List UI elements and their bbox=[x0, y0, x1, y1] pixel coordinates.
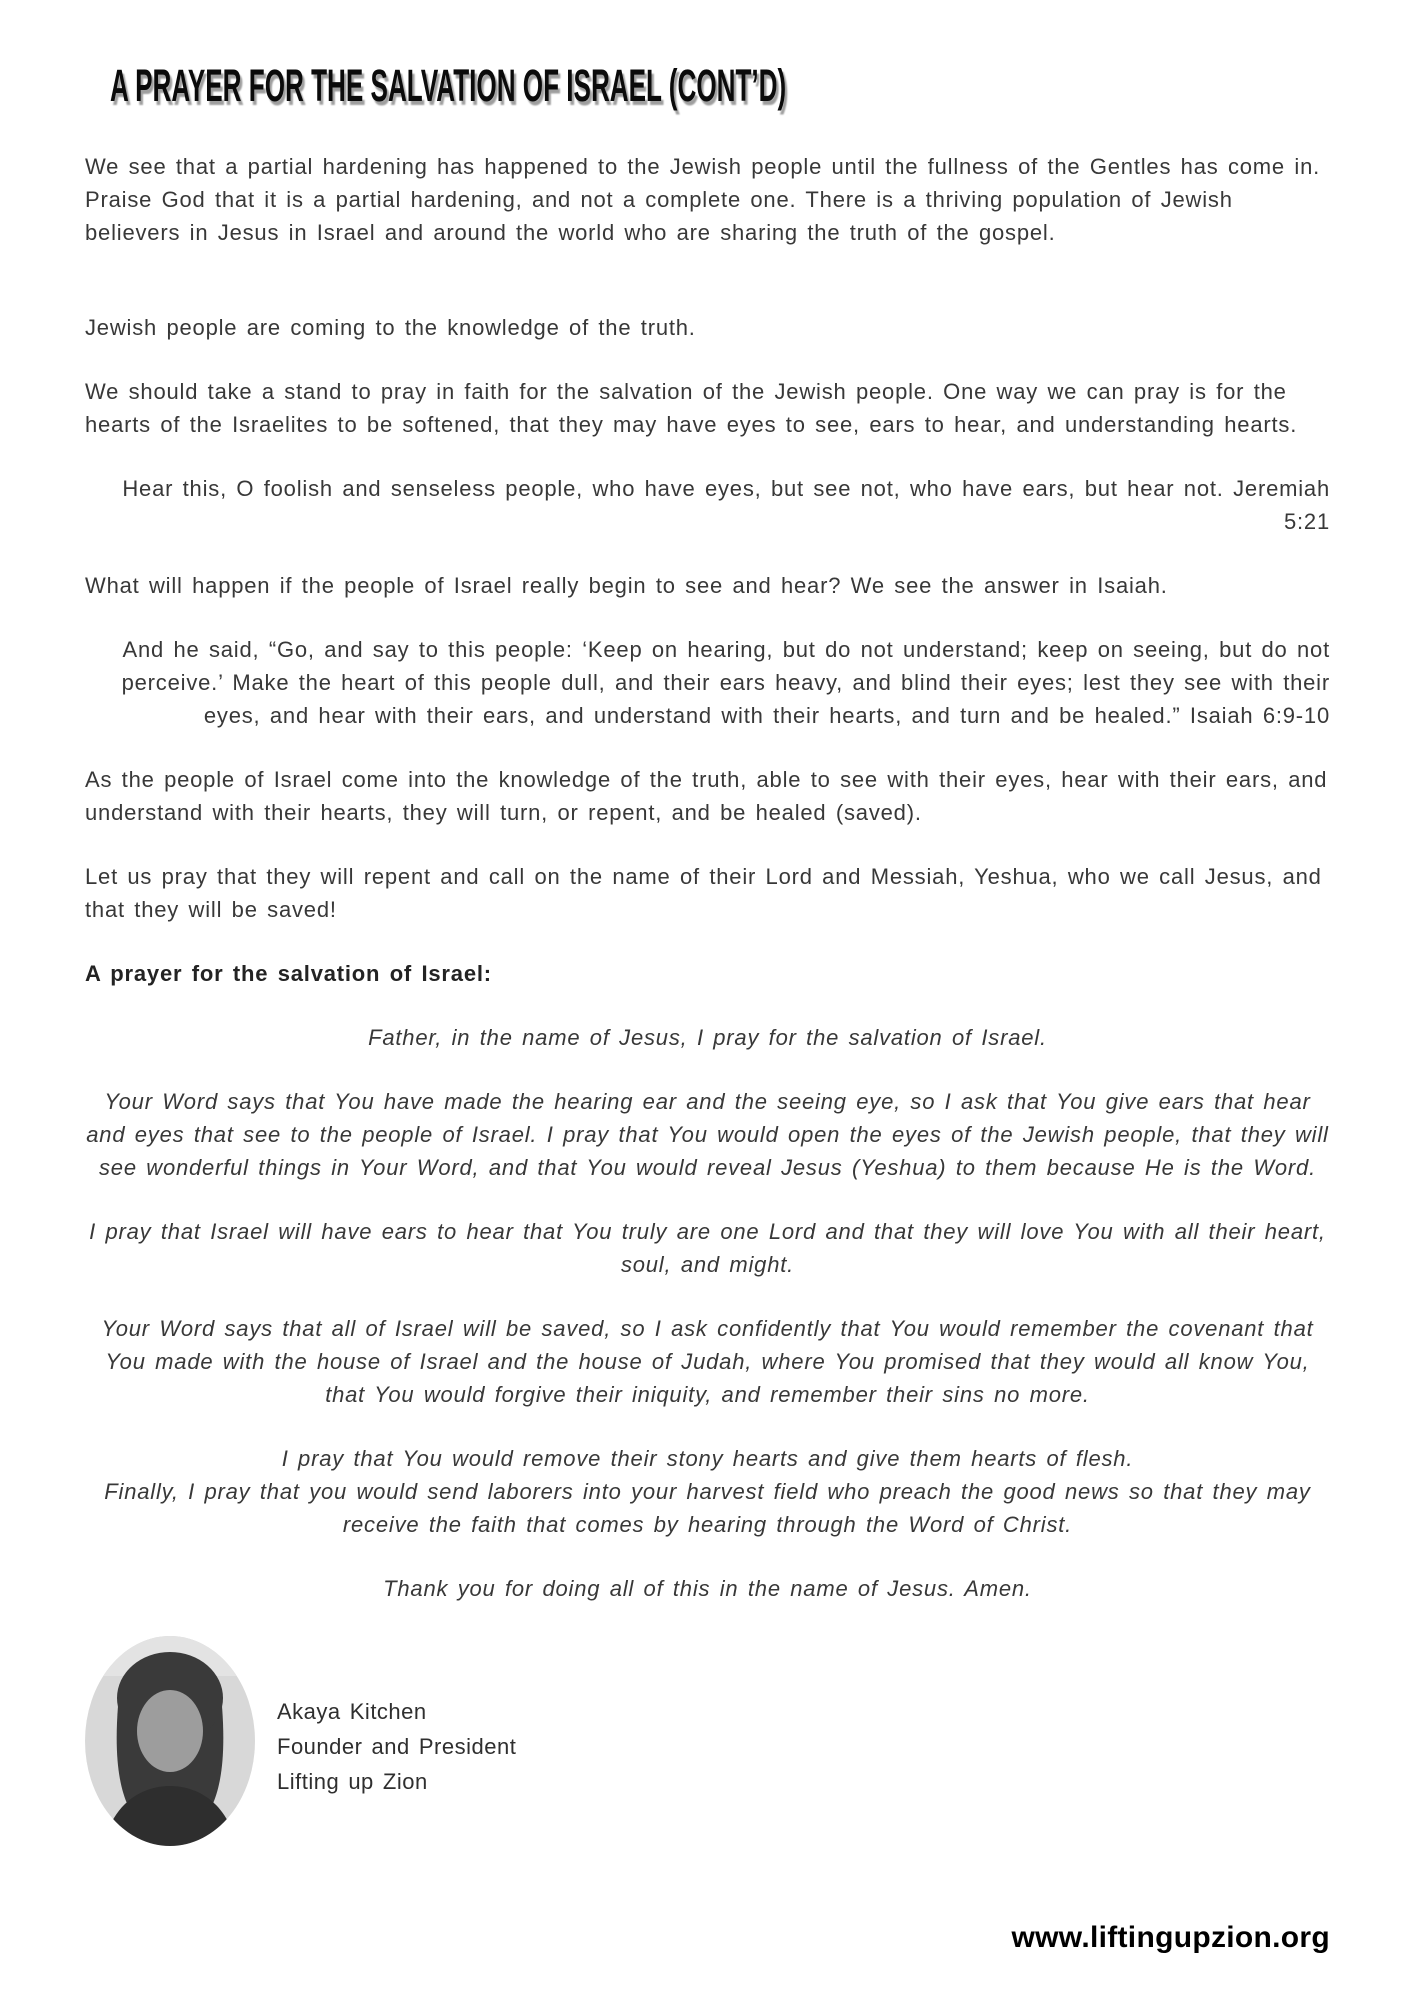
person-portrait-icon bbox=[85, 1636, 255, 1846]
paragraph-take-a-stand: We should take a stand to pray in faith for the salvation of the Jewish people. One way we can pray is for the hearts of the Israelites to be softened, that they may have eyes to see, ears to hear, and understanding hearts. bbox=[85, 379, 1298, 437]
page-title bbox=[110, 60, 1330, 120]
prayer-paragraph-3: I pray that Israel will have ears to hear that You truly are one Lord and that they will love You with all their heart, soul, and might. bbox=[89, 1219, 1326, 1277]
paragraph-knowledge-of-truth: Jewish people are coming to the knowledge of the truth. bbox=[85, 315, 696, 340]
signature-block bbox=[85, 1636, 1330, 1846]
paragraph-what-will-happen: What will happen if the people of Israel really begin to see and hear? We see the answer in Isaiah. bbox=[85, 573, 1168, 598]
paragraph-come-into-knowledge: As the people of Israel come into the knowledge of the truth, able to see with their eyes, hear with their ears, and understand with their hearts, they will turn, or repent, and be healed (saved). bbox=[85, 767, 1328, 825]
scripture-quote-jeremiah: Hear this, O foolish and senseless people, who have eyes, but see not, who have ears, but hear not. Jeremiah 5:21 bbox=[122, 476, 1330, 534]
prayer-paragraph-2: Your Word says that You have made the hearing ear and the seeing eye, so I ask that You give ears that hear and eyes that see to the people of Israel. I pray that You would open the eyes of the Jewish people, that they will see wonderful things in Your Word, and that You would reveal Jesus (Yeshua) to them because He is the Word. bbox=[86, 1089, 1329, 1180]
paragraph-partial-hardening: We see that a partial hardening has happened to the Jewish people until the fullness of the Gentles has come in. Praise God that it is a partial hardening, and not a complete one. There is a thriving population of Jewish believers in Jesus in Israel and around the world who are sharing the truth of the gospel. bbox=[85, 154, 1321, 245]
prayer-paragraph-5b: Finally, I pray that you would send laborers into your harvest field who preach the good news so that they may receive the faith that comes by hearing through the Word of Christ. bbox=[104, 1479, 1311, 1537]
signature-name: Akaya Kitchen bbox=[277, 1699, 427, 1724]
prayer-paragraph-5a: I pray that You would remove their stony hearts and give them hearts of flesh. bbox=[281, 1446, 1134, 1471]
signature-text bbox=[255, 1636, 516, 1799]
signature-org: Lifting up Zion bbox=[277, 1769, 428, 1794]
avatar-photo bbox=[85, 1636, 255, 1846]
prayer-paragraph-6: Thank you for doing all of this in the name of Jesus. Amen. bbox=[383, 1576, 1032, 1601]
scripture-quote-isaiah: And he said, “Go, and say to this people: ‘Keep on hearing, but do not understand; keep on seeing, but do not perceive.’ Make the heart of this people dull, and their ears heavy, and blind their eyes; lest they see with their eyes, and hear with their ears, and understand with their hearts, and turn and be healed.” Isaiah 6:9-10 bbox=[121, 637, 1330, 728]
prayer-paragraph-4: Your Word says that all of Israel will be saved, so I ask confidently that You would remember the covenant that You made with the house of Israel and the house of Judah, where You promised that they would all know You, that You would forgive their iniquity, and remember their sins no more. bbox=[101, 1316, 1314, 1407]
page-title-text: A PRAYER FOR THE SALVATION OF ISRAEL (CONT’D) bbox=[110, 60, 787, 111]
footer-website-link[interactable]: www.liftingupzion.org bbox=[1011, 1921, 1330, 1954]
prayer-section-heading: A prayer for the salvation of Israel: bbox=[85, 961, 492, 986]
paragraph-let-us-pray: Let us pray that they will repent and call on the name of their Lord and Messiah, Yeshua, who we call Jesus, and that they will be saved! bbox=[85, 864, 1322, 922]
prayer-paragraph-1: Father, in the name of Jesus, I pray for the salvation of Israel. bbox=[368, 1025, 1047, 1050]
signature-role: Founder and President bbox=[277, 1734, 517, 1759]
